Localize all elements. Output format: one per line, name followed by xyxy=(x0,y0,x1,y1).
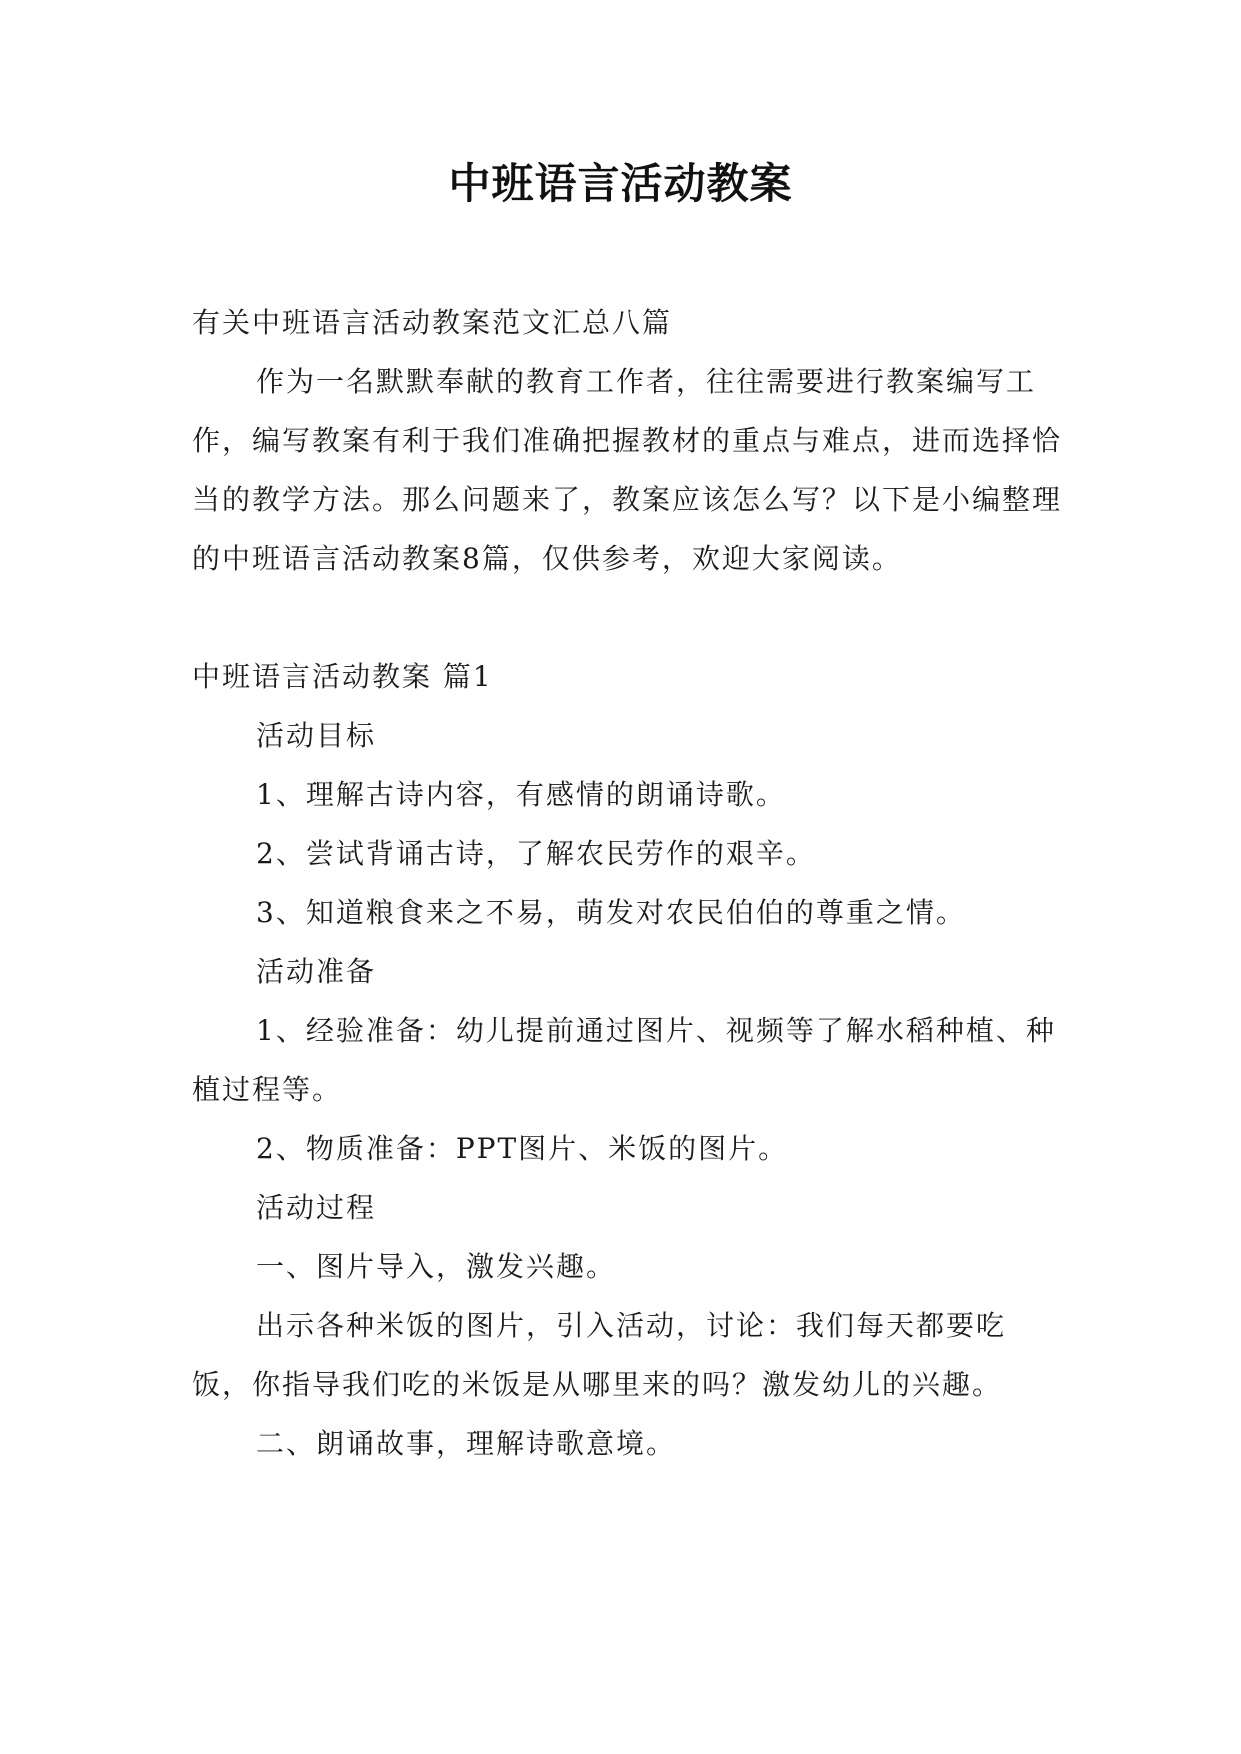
section-heading: 中班语言活动教案 篇1 xyxy=(192,660,493,693)
subheading-preparation: 活动准备 xyxy=(256,955,377,988)
goal-item: 1、理解古诗内容，有感情的朗诵诗歌。 xyxy=(256,778,786,811)
intro-paragraph: 作为一名默默奉献的教育工作者，往往需要进行教案编写工作，编写教案有利于我们准确把握教材的重点与难点，进而选择恰当的教学方法。那么问题来了，教案应该怎么写？以下是小编整理的中班语言活动教案8篇，仅供参考，欢迎大家阅读。 xyxy=(192,365,1063,575)
process-paragraph: 出示各种米饭的图片，引入活动，讨论：我们每天都要吃饭，你指导我们吃的米饭是从哪里来的吗？激发幼儿的兴趣。 xyxy=(192,1309,1007,1401)
document-body xyxy=(192,293,1062,1473)
preparation-item: 1、经验准备：幼儿提前通过图片、视频等了解水稻种植、种植过程等。 xyxy=(192,1014,1056,1106)
page-title: 中班语言活动教案 xyxy=(448,159,793,208)
preparation-item: 2、物质准备：PPT图片、米饭的图片。 xyxy=(256,1132,789,1165)
process-step: 一、图片导入，激发兴趣。 xyxy=(256,1250,617,1283)
subheading-goals: 活动目标 xyxy=(256,719,377,752)
process-step: 二、朗诵故事，理解诗歌意境。 xyxy=(256,1427,677,1460)
goal-item: 3、知道粮食来之不易，萌发对农民伯伯的尊重之情。 xyxy=(256,896,966,929)
intro-heading: 有关中班语言活动教案范文汇总八篇 xyxy=(192,306,673,339)
goal-item: 2、尝试背诵古诗，了解农民劳作的艰辛。 xyxy=(256,837,816,870)
subheading-process: 活动过程 xyxy=(256,1191,377,1224)
